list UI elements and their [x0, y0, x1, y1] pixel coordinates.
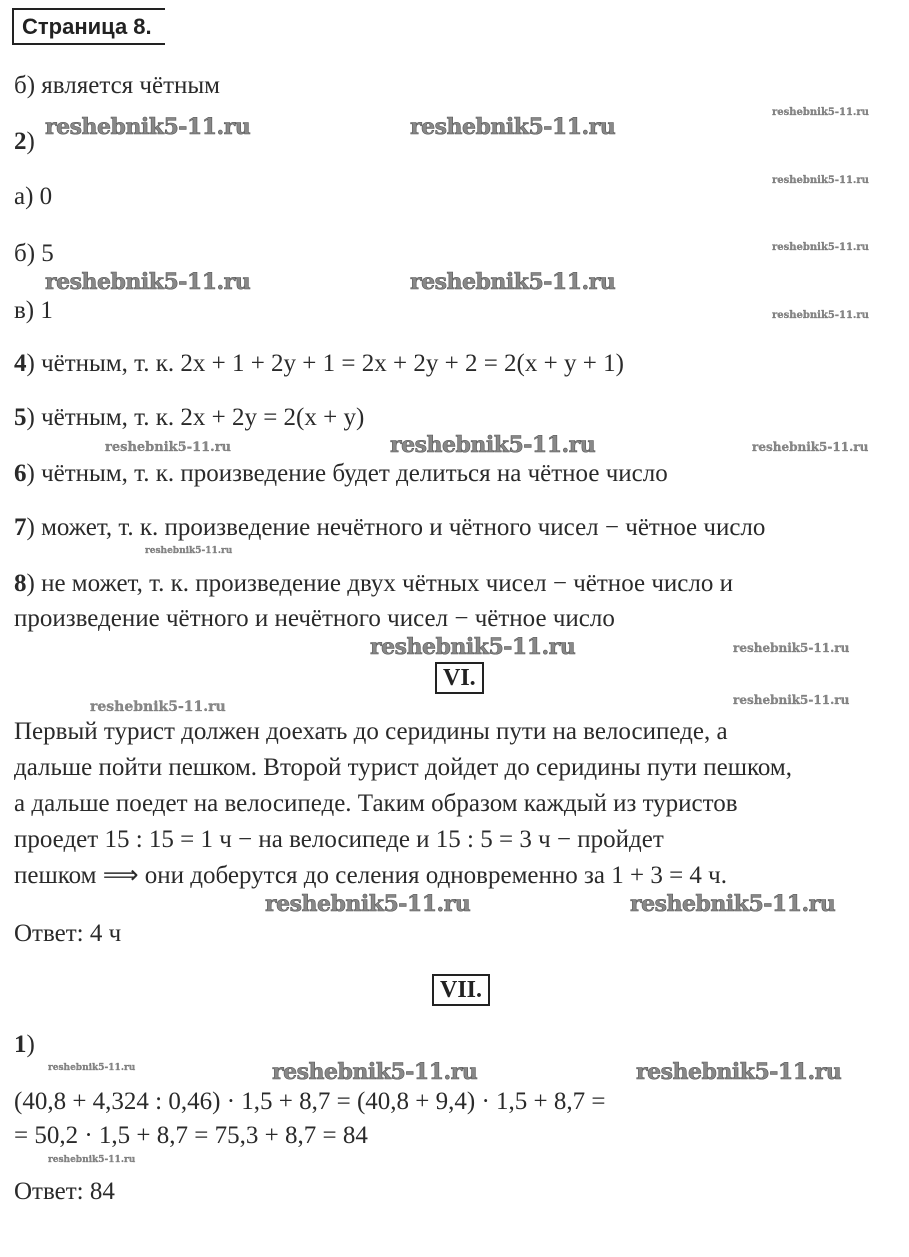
watermark: reshebnik5-11.ru	[772, 175, 869, 186]
watermark: reshebnik5-11.ru	[772, 310, 869, 321]
item-8	[14, 570, 733, 598]
item-6	[14, 460, 668, 488]
watermark: reshebnik5-11.ru	[105, 440, 232, 455]
paragraph-line: проедет 15 : 15 = 1 ч − на велосипеде и 15 : 5 = 3 ч − пройдет	[14, 826, 664, 853]
item-number: 8	[14, 570, 27, 597]
paragraph-line: дальше пойти пешком. Второй турист дойдет до серидины пути пешком,	[14, 754, 793, 781]
item-number: 2	[14, 128, 27, 155]
watermark: reshebnik5-11.ru	[630, 891, 836, 917]
section-title-vi: VI.	[435, 662, 484, 694]
watermark: reshebnik5-11.ru	[772, 107, 869, 118]
page-title: Страница 8.	[12, 8, 165, 45]
paragraph-line: пешком ⟹ они доберутся до селения одновременно за 1 + 3 = 4 ч.	[14, 862, 727, 889]
item-7	[14, 514, 765, 542]
item-2: 2)	[14, 128, 35, 155]
item-text: ) чётным, т. к. произведение будет делиться на чётное число	[26, 460, 668, 487]
item-number: 5	[14, 404, 27, 431]
watermark: reshebnik5-11.ru	[733, 641, 850, 655]
paragraph-line: Первый турист должен доехать до серидины пути на велосипеде, а	[14, 718, 728, 745]
watermark: reshebnik5-11.ru	[410, 269, 616, 295]
watermark: reshebnik5-11.ru	[145, 546, 233, 556]
watermark: reshebnik5-11.ru	[752, 440, 869, 454]
section-title-vii: VII.	[432, 974, 490, 1006]
watermark: reshebnik5-11.ru	[410, 114, 616, 140]
expression-line: = 50,2 · 1,5 + 8,7 = 75,3 + 8,7 = 84	[14, 1122, 368, 1149]
answer-line: б) 5	[14, 240, 54, 267]
watermark: reshebnik5-11.ru	[45, 114, 251, 140]
watermark: reshebnik5-11.ru	[45, 269, 251, 295]
item-number: 4	[14, 350, 27, 377]
watermark: reshebnik5-11.ru	[390, 432, 596, 458]
item-text: ) не может, т. к. произведение двух чётных чисел − чётное число и	[26, 570, 733, 597]
item-1: 1)	[14, 1031, 35, 1058]
item-number: 6	[14, 460, 27, 487]
answer: Ответ: 4 ч	[14, 920, 122, 947]
item-5	[14, 404, 364, 432]
item-text: ) может, т. к. произведение нечётного и чётного чисел − чётное число	[26, 514, 766, 541]
expression-line: (40,8 + 4,324 : 0,46) · 1,5 + 8,7 = (40,8 + 9,4) · 1,5 + 8,7 =	[14, 1088, 606, 1115]
item-text: ) чётным, т. к. 2x + 1 + 2y + 1 = 2x + 2y + 2 = 2(x + y + 1)	[26, 350, 624, 377]
item-number: 7	[14, 514, 27, 541]
answer-line: б) является чётным	[14, 72, 221, 99]
watermark: reshebnik5-11.ru	[272, 1059, 478, 1085]
answer: Ответ: 84	[14, 1178, 115, 1205]
watermark: reshebnik5-11.ru	[90, 699, 226, 715]
watermark: reshebnik5-11.ru	[772, 242, 869, 253]
answer-line: а) 0	[14, 183, 53, 210]
watermark: reshebnik5-11.ru	[48, 1063, 136, 1073]
watermark: reshebnik5-11.ru	[733, 693, 850, 707]
watermark: reshebnik5-11.ru	[636, 1059, 842, 1085]
item-4	[14, 350, 624, 378]
watermark: reshebnik5-11.ru	[48, 1155, 136, 1165]
item-8-cont: произведение чётного и нечётного чисел − чётное число	[14, 605, 615, 632]
watermark: reshebnik5-11.ru	[370, 634, 576, 660]
watermark: reshebnik5-11.ru	[265, 891, 471, 917]
paragraph-line: а дальше поедет на велосипеде. Таким образом каждый из туристов	[14, 790, 738, 817]
item-text: ) чётным, т. к. 2x + 2y = 2(x + y)	[26, 404, 365, 431]
answer-line: в) 1	[14, 297, 53, 324]
item-number: 1	[14, 1031, 27, 1058]
